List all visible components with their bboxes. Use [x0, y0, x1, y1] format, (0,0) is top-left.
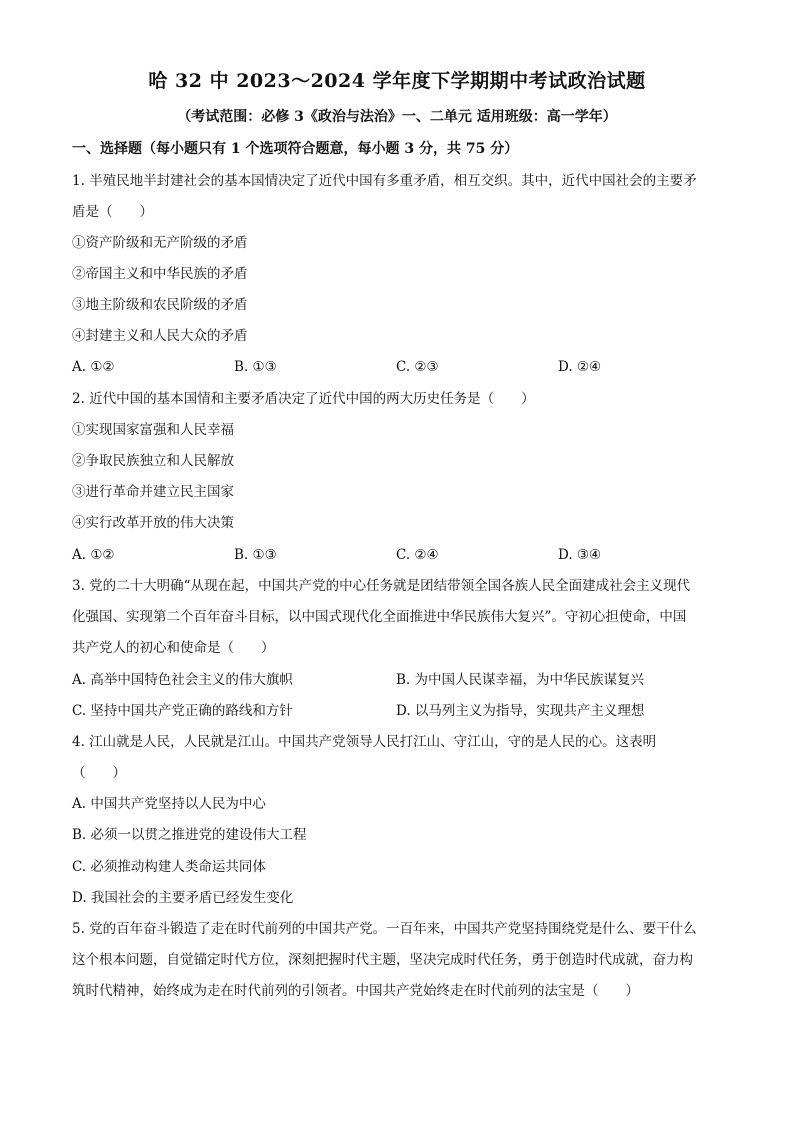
question-5-stem-line-2: 这个根本问题，自觉锚定时代方位，深刻把握时代主题，坚决完成时代任务，勇于创造时代成就，奋力构 — [72, 952, 693, 968]
question-4-stem-line-1: 4. 江山就是人民，人民就是江山。中国共产党领导人民打江山、守江山，守的是人民的心。这表明 — [72, 734, 657, 750]
question-3-stem-line-1: 3. 党的二十大明确“从现在起，中国共产党的中心任务就是团结带领全国各族人民全面建成社会主义现代 — [72, 578, 691, 594]
question-2-stem-line-1: 2. 近代中国的基本国情和主要矛盾决定了近代中国的两大历史任务是（ ） — [72, 391, 535, 407]
section-heading: 一、选择题（每小题只有 1 个选项符合题意，每小题 3 分，共 75 分） — [72, 141, 519, 157]
question-1-item-4: ④封建主义和人民大众的矛盾 — [72, 328, 248, 344]
question-1-option-b[interactable]: B. ①③ — [234, 359, 277, 375]
question-1-option-c[interactable]: C. ②③ — [396, 359, 439, 375]
question-1-item-2: ②帝国主义和中华民族的矛盾 — [72, 266, 248, 282]
question-1-stem-line-1: 1. 半殖民地半封建社会的基本国情决定了近代中国有多重矛盾，相互交织。其中，近代中国社会的主要矛 — [72, 173, 697, 189]
question-1-option-d[interactable]: D. ②④ — [558, 359, 602, 375]
question-4-option-d[interactable]: D. 我国社会的主要矛盾已经发生变化 — [72, 890, 294, 906]
question-1-item-1: ①资产阶级和无产阶级的矛盾 — [72, 235, 248, 251]
question-4-option-a[interactable]: A. 中国共产党坚持以人民为中心 — [72, 796, 266, 812]
question-2-option-a[interactable]: A. ①② — [72, 547, 115, 563]
question-5-stem-line-3: 筑时代精神，始终成为走在时代前列的引领者。中国共产党始终走在时代前列的法宝是（ ） — [72, 983, 639, 999]
question-5-stem-line-1: 5. 党的百年奋斗锻造了走在时代前列的中国共产党。一百年来，中国共产党坚持围绕党是什么、要干什么 — [72, 921, 697, 937]
question-3-option-c[interactable]: C. 坚持中国共产党正确的路线和方针 — [72, 703, 293, 719]
question-3-stem-line-2: 化强国、实现第二个百年奋斗目标，以中国式现代化全面推进中华民族伟大复兴”。守初心担使命，中国 — [72, 609, 687, 625]
question-2-item-4: ④实行改革开放的伟大决策 — [72, 515, 234, 531]
question-3-option-a[interactable]: A. 高举中国特色社会主义的伟大旗帜 — [72, 672, 293, 688]
exam-title: 哈 32 中 2023～2024 学年度下学期期中考试政治试题 — [148, 70, 646, 92]
exam-subtitle: （考试范围：必修 3《政治与法治》一、二单元 适用班级：高一学年） — [177, 109, 617, 125]
question-1-option-a[interactable]: A. ①② — [72, 359, 115, 375]
question-2-option-c[interactable]: C. ②④ — [396, 547, 439, 563]
question-1-stem-line-2: 盾是（ ） — [72, 204, 153, 220]
question-2-item-3: ③进行革命并建立民主国家 — [72, 484, 234, 500]
question-4-option-c[interactable]: C. 必须推动构建人类命运共同体 — [72, 859, 266, 875]
question-2-item-1: ①实现国家富强和人民幸福 — [72, 422, 234, 438]
question-4-stem-line-2: （ ） — [72, 765, 126, 781]
question-2-item-2: ②争取民族独立和人民解放 — [72, 453, 234, 469]
question-3-stem-line-3: 共产党人的初心和使命是（ ） — [72, 640, 275, 656]
question-1-item-3: ③地主阶级和农民阶级的矛盾 — [72, 297, 248, 313]
question-3-option-b[interactable]: B. 为中国人民谋幸福，为中华民族谋复兴 — [396, 672, 645, 688]
question-3-option-d[interactable]: D. 以马列主义为指导，实现共产主义理想 — [396, 703, 645, 719]
question-2-option-d[interactable]: D. ③④ — [558, 547, 602, 563]
question-4-option-b[interactable]: B. 必须一以贯之推进党的建设伟大工程 — [72, 827, 307, 843]
question-2-option-b[interactable]: B. ①③ — [234, 547, 277, 563]
